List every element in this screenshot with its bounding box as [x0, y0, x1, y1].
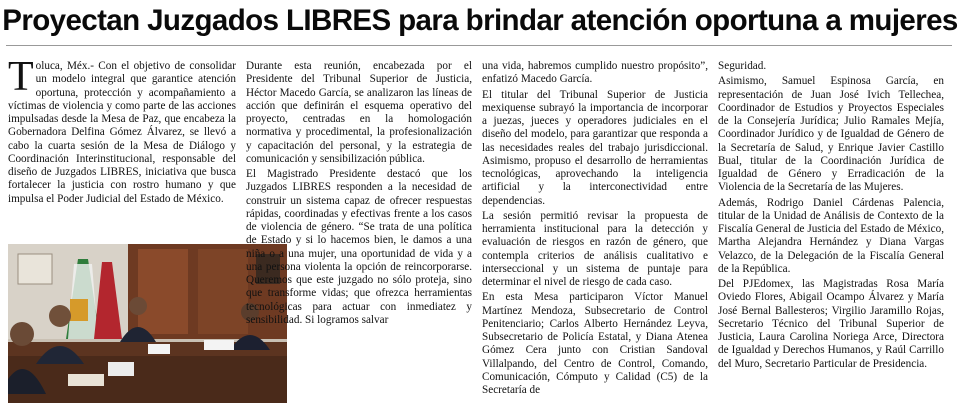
col3-paragraph-1: una vida, habremos cumplido nuestro propósito”, enfatizó Macedo García.	[482, 60, 708, 86]
col3-paragraph-4: En esta Mesa participaron Víctor Manuel Martínez Mendoza, Subsecretario de Control Penitenciario; Carlos Alberto Hernández Leyva, Subsecretario de Policía Estatal, y Diana Atenea Gómez Cera junto con Cristian Sandoval Villalpando, del Centro de Control, Comando, Comunicación, Cómputo y Calidad (C5) de la Secretaría de	[482, 291, 708, 396]
col2-paragraph-2	[246, 168, 472, 327]
col3-paragraph-3: La sesión permitió revisar la propuesta de herramienta institucional para la detección y evaluación de riesgos en razón de género, que contempla criterios de análisis cualitativo e interseccional y un sistema de puntaje para determinar el nivel de riesgo de cada caso.	[482, 209, 708, 288]
column-3	[482, 60, 708, 405]
col2-paragraph-1: Durante esta reunión, encabezada por el Presidente del Tribunal Superior de Justicia, Héctor Macedo García, se analizaron las líneas de acción que definirán el esquema operativo del proyecto, centradas en la homologación normativa y procedimental, la profesionalización y capacitación del personal, y la estrategia de comunicación y sensibilización pública.	[246, 60, 472, 165]
headline-rule	[6, 45, 952, 46]
col4-paragraph-1: Seguridad.	[718, 60, 767, 72]
lead-paragraph	[8, 54, 236, 206]
headline: Proyectan Juzgados LIBRES para brindar atención oportuna a mujeres	[2, 4, 958, 37]
col4-paragraph-3: Además, Rodrigo Daniel Cárdenas Palencia, titular de la Unidad de Análisis de Contexto de la Fiscalía General de Justicia del Estado de México, Martha Alejandra Hernández y Diana Vargas Velazco, de la Delegación de la Fiscalía General de la República.	[718, 196, 944, 275]
col4-paragraph-2: Asimismo, Samuel Espinosa García, en representación de Juan José Ivich Tellechea, Coordinador de Estudios y Proyectos Especiales de la Consejería Jurídica; Julio Ramales Mejía, Coordinador Jurídico y de Igualdad de Género de la Secretaría de Salud, y Enrique Javier Castillo Bual, titular de la Coordinación Jurídica de Igualdad de Género y Erradicación de la Violencia de la Secretaría de las Mujeres.	[718, 75, 944, 194]
drop-cap: T	[8, 54, 34, 100]
col2-paragraph-2-text: El Magistrado Presidente destacó que los Juzgados LIBRES responden a la necesidad de construir un sistema capaz de ofrecer respuestas rápidas, coordinadas y efectivas frente a los casos de violencia de género. “Se trata de una política de Estado y si lo hacemos bien, le damos a una niña o a una mujer, una oportunidad de vida y a una persona violenta la opción de reincorporarse. Queremos que este juzgado no sólo proteja, sino que transforme vidas; que ofrezca herramientas tecnológicas para actuar con inmediatez y sensibilidad. Si logramos salvar	[246, 168, 472, 326]
column-1	[8, 54, 236, 208]
col4-paragraph-4: Del PJEdomex, las Magistradas Rosa María Oviedo Flores, Abigail Ocampo Álvarez y María José Bernal Ballesteros; Virgilio Jaramillo Rojas, Secretario Técnico del Tribunal Superior de Justicia, Laura Carolina Noriega Arce, Directora de Igualdad y Derechos Humanos, y Raúl Carrillo del Muro, Secretario Particular de Presidencia.	[718, 278, 944, 370]
lead-text: oluca, Méx.- Con el objetivo de consolidar un modelo integral que garantice atención oportuna, protección y acompañamiento a víctimas de violencia y como parte de las acciones impulsadas desde la Mesa de Paz, que encabeza la Gobernadora Delfina Gómez Álvarez, se llevó a cabo la cuarta sesión de la Mesa de Diálogo y Coordinación Interinstitucional, responsable del diseño de Juzgados LIBRES, iniciativa que busca fortalecer la justicia con rostro humano y que impulsa el Poder Judicial del Estado de México.	[8, 60, 236, 205]
col3-paragraph-2: El titular del Tribunal Superior de Justicia mexiquense subrayó la importancia de incorporar a juezas, jueces y operadores judiciales en el diseño del modelo, para garantizar que responda a las necesidades reales del trabajo jurisdiccional. Asimismo, propuso el desarrollo de herramientas tecnológicas, aprovechando la inteligencia artificial y la interconectividad entre dependencias.	[482, 88, 708, 207]
column-2	[246, 60, 472, 405]
column-4	[718, 60, 944, 405]
